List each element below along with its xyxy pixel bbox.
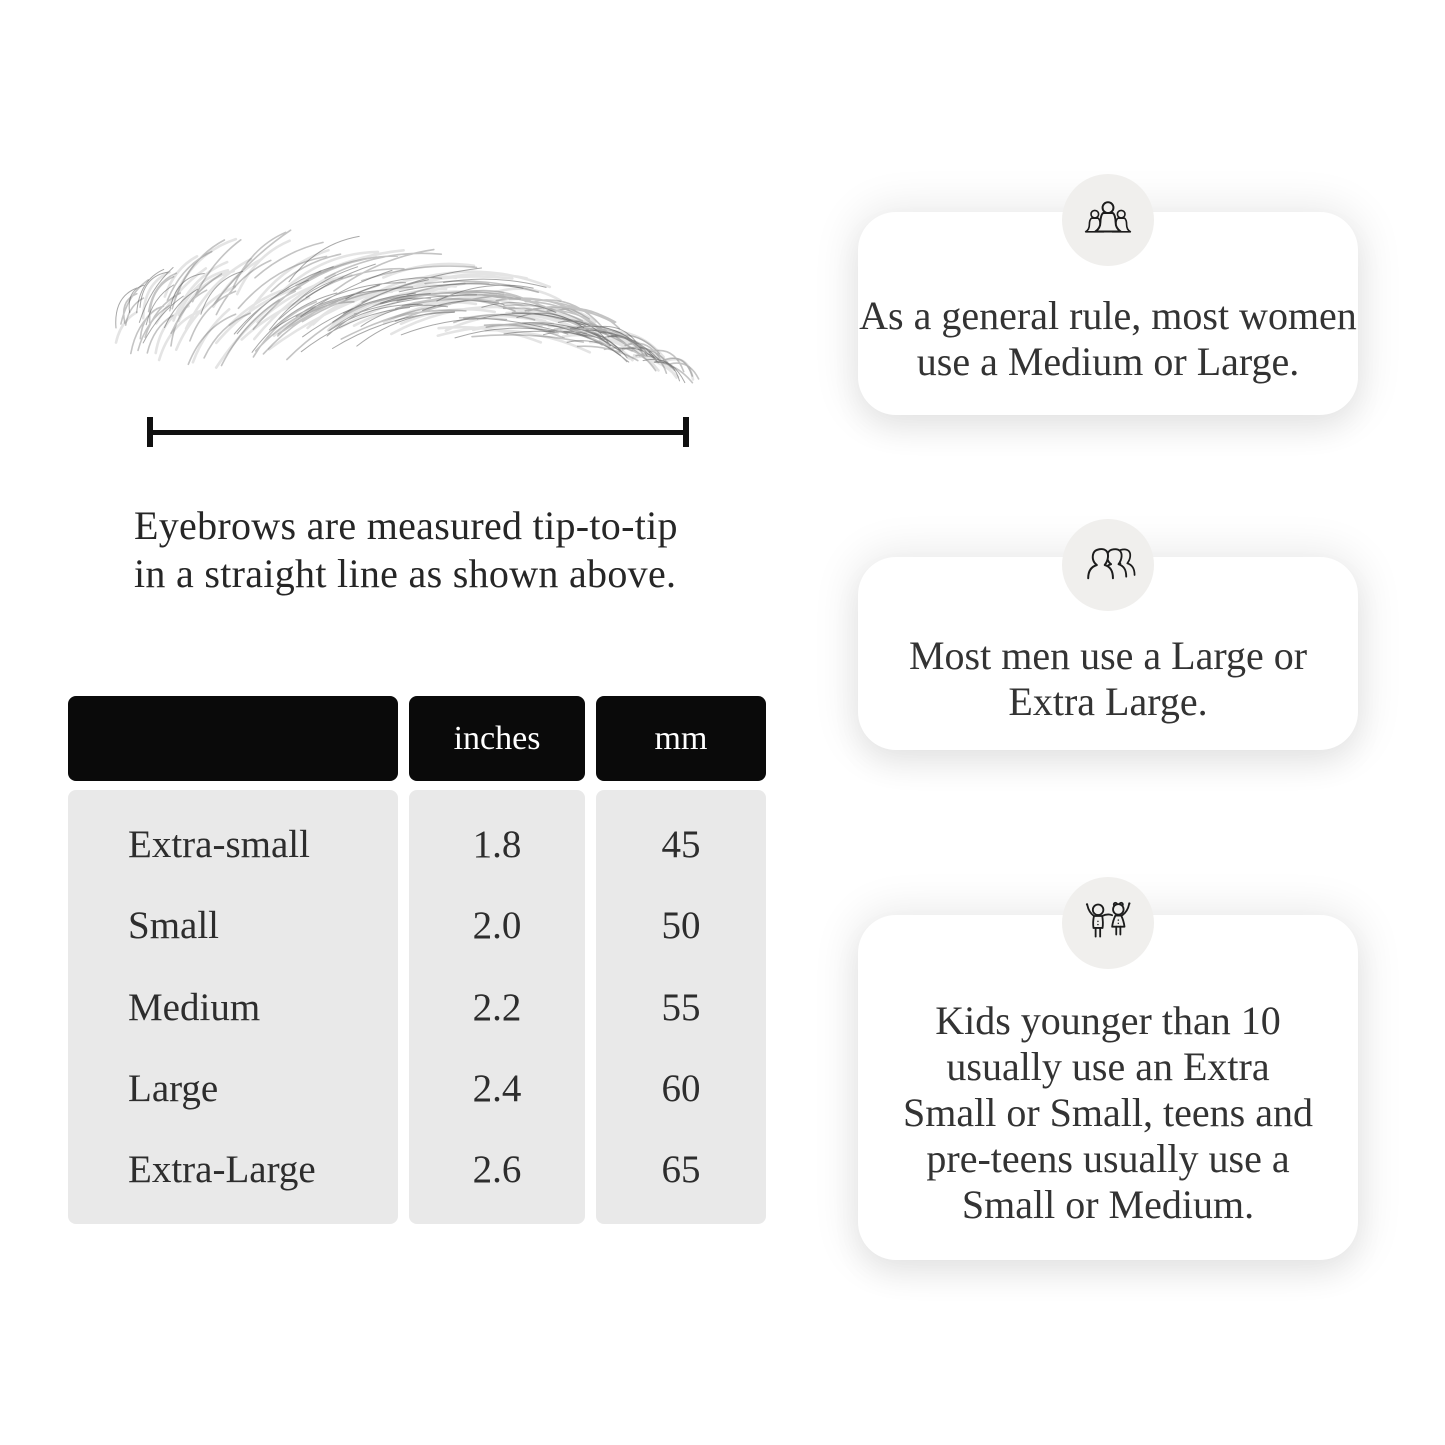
inches-value: 2.0 bbox=[472, 904, 522, 948]
size-table bbox=[68, 696, 766, 1224]
measurement-caption bbox=[134, 502, 678, 598]
card-text-line: Small or Medium. bbox=[961, 1181, 1255, 1227]
size-label: Small bbox=[128, 904, 220, 948]
size-table-inches-body bbox=[409, 790, 585, 1224]
measurement-line bbox=[147, 430, 689, 435]
measurement-line-left-cap bbox=[147, 417, 153, 447]
card-text-line: usually use an Extra bbox=[946, 1043, 1270, 1089]
size-label: Extra-Large bbox=[128, 1147, 316, 1191]
table-header-mm: mm bbox=[596, 696, 766, 781]
mm-value: 55 bbox=[661, 985, 701, 1029]
eyebrow-illustration bbox=[105, 225, 725, 410]
table-header-inches: inches bbox=[409, 696, 585, 781]
card-text-line: Kids younger than 10 bbox=[935, 997, 1281, 1043]
card-text-line: use a Medium or Large. bbox=[916, 338, 1300, 384]
inches-value: 1.8 bbox=[472, 823, 522, 867]
mm-value: 60 bbox=[661, 1066, 701, 1110]
inches-value: 2.6 bbox=[472, 1147, 522, 1191]
mm-value: 65 bbox=[661, 1147, 701, 1191]
card-text-line: Extra Large. bbox=[1008, 678, 1208, 724]
measurement-line-right-cap bbox=[683, 417, 689, 447]
card-text-line: As a general rule, most women bbox=[859, 292, 1357, 338]
info-card-men-text bbox=[858, 557, 1358, 750]
card-text-line: pre-teens usually use a bbox=[926, 1135, 1290, 1181]
mm-value: 45 bbox=[661, 823, 701, 867]
size-table-column-inches bbox=[409, 696, 585, 1224]
caption-line-2: in a straight line as shown above. bbox=[134, 551, 677, 596]
size-label: Large bbox=[128, 1066, 219, 1110]
size-table-mm-body bbox=[596, 790, 766, 1224]
size-label: Extra-small bbox=[128, 823, 310, 867]
info-card-women bbox=[858, 212, 1358, 415]
info-card-kids-text bbox=[858, 915, 1358, 1260]
inches-value: 2.2 bbox=[472, 985, 522, 1029]
card-text-line: Small or Small, teens and bbox=[903, 1089, 1313, 1135]
size-table-column-mm bbox=[596, 696, 766, 1224]
info-card-kids bbox=[858, 915, 1358, 1260]
caption-line-1: Eyebrows are measured tip-to-tip bbox=[134, 503, 678, 548]
info-card-men bbox=[858, 557, 1358, 750]
mm-value: 50 bbox=[661, 904, 701, 948]
info-card-women-text bbox=[858, 212, 1358, 415]
card-text-line: Most men use a Large or bbox=[908, 632, 1308, 678]
size-table-label-body bbox=[68, 790, 398, 1224]
table-header-blank bbox=[68, 696, 398, 781]
size-label: Medium bbox=[128, 985, 261, 1029]
inches-value: 2.4 bbox=[472, 1066, 522, 1110]
size-table-column-labels bbox=[68, 696, 398, 1224]
